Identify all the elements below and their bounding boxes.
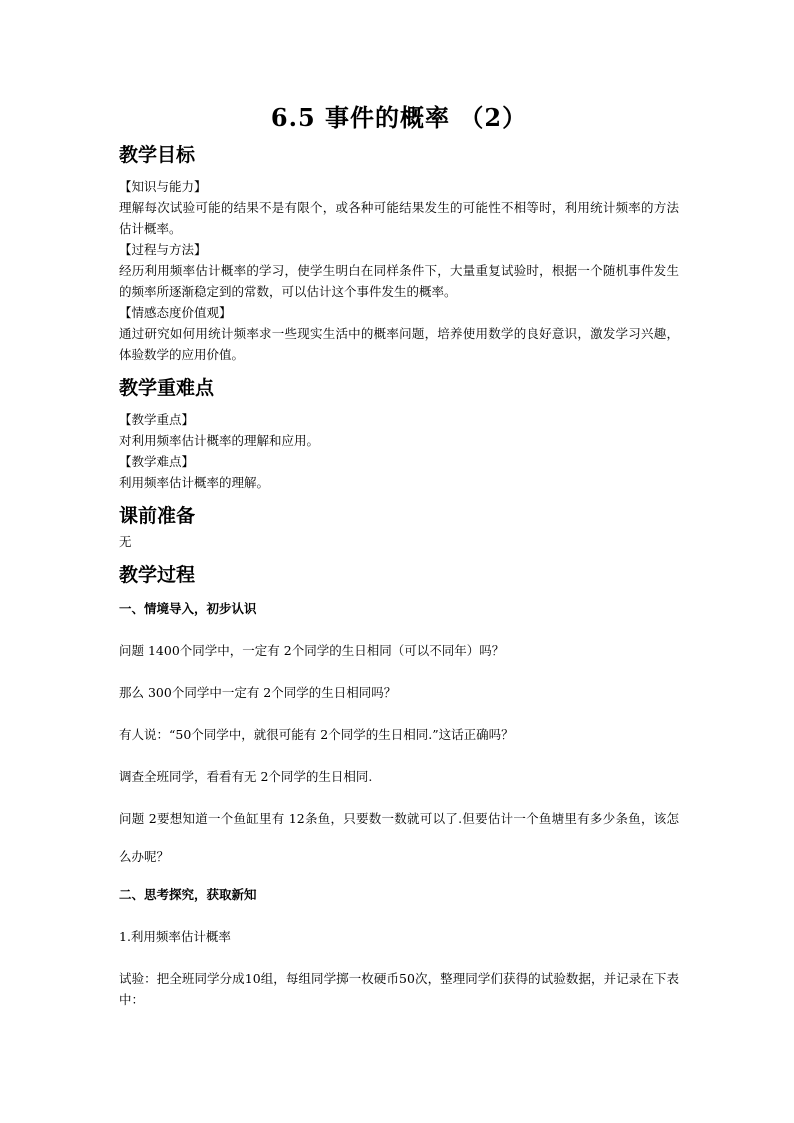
difficulty-label: 【教学难点】	[119, 454, 195, 469]
problem1-text: 问题 1400个同学中，一定有 2个同学的生日相同（可以不同年）吗？	[119, 643, 505, 658]
preparation-text: 无	[119, 534, 132, 549]
process-method-label: 【过程与方法】	[119, 242, 207, 257]
section-heading-process: 教学过程	[119, 564, 196, 586]
document-title: 6.5 事件的概率 （2）	[270, 103, 528, 132]
section-heading-key-points: 教学重难点	[119, 377, 215, 399]
question-300-text: 那么 300个同学中一定有 2个同学的生日相同吗？	[119, 685, 397, 700]
document-page	[119, 96, 679, 1010]
attitude-text: 通过研究如何用统计频率求一些现实生活中的概率问题，培养使用数学的良好意识，激发学习兴趣，体验数学的应用价值。	[119, 326, 679, 362]
focus-label: 【教学重点】	[119, 412, 195, 427]
section-heading-objectives: 教学目标	[119, 144, 196, 166]
process-method-text: 经历利用频率估计概率的学习，使学生明白在同样条件下，大量重复试验时，根据一个随机事件发生的频率所逐渐稳定到的常数，可以估计这个事件发生的概率。	[119, 263, 679, 299]
focus-text: 对利用频率估计概率的理解和应用。	[119, 433, 320, 448]
survey-class-text: 调查全班同学，看看有无 2个同学的生日相同.	[119, 769, 373, 784]
quote-50-text: 有人说：“50个同学中，就很可能有 2个同学的生日相同.”这话正确吗？	[119, 727, 514, 742]
part1-heading: 一、情境导入，初步认识	[119, 601, 257, 616]
problem2-text: 问题 2要想知道一个鱼缸里有 12条鱼，只要数一数就可以了.但要估计一个鱼塘里有多少条鱼，该怎么办呢？	[119, 811, 679, 864]
sub-heading-frequency: 1.利用频率估计概率	[119, 929, 231, 944]
knowledge-text: 理解每次试验可能的结果不是有限个，或各种可能结果发生的可能性不相等时，利用统计频率的方法估计概率。	[119, 200, 679, 236]
knowledge-label: 【知识与能力】	[119, 179, 207, 194]
difficulty-text: 利用频率估计概率的理解。	[119, 475, 270, 490]
part2-heading: 二、思考探究，获取新知	[119, 887, 257, 902]
section-heading-preparation: 课前准备	[119, 505, 196, 527]
experiment-text: 试验：把全班同学分成10组，每组同学掷一枚硬币50次，整理同学们获得的试验数据，并记录在下表中：	[119, 971, 679, 1007]
attitude-label: 【情感态度价值观】	[119, 305, 232, 320]
